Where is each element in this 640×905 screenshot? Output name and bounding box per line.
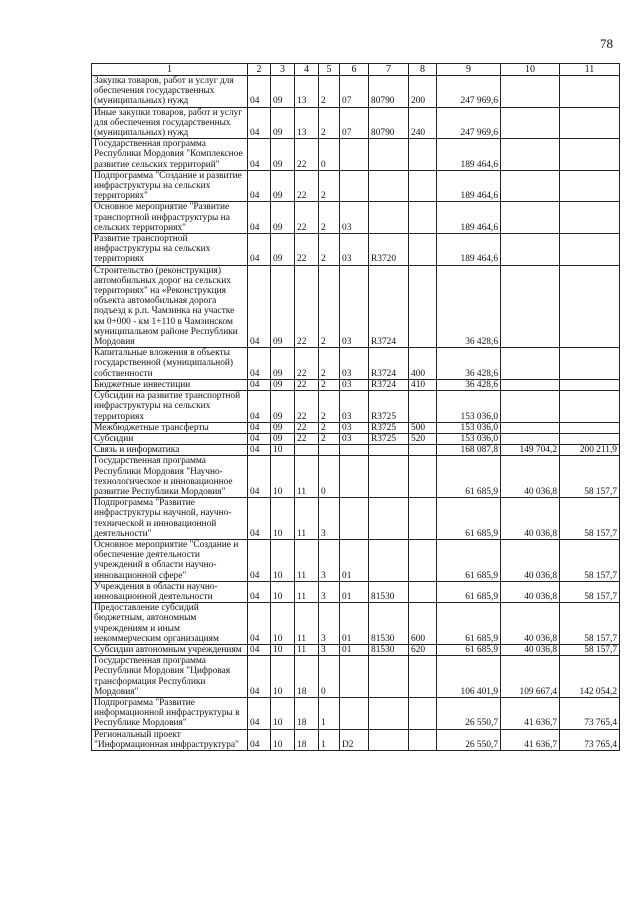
- column-header: 8: [409, 64, 437, 76]
- row-name-cell: Межбюджетные трансферты: [92, 422, 248, 433]
- amount-cell: 61 685,9: [437, 581, 501, 602]
- section-cell: 04: [248, 170, 271, 202]
- row-name-cell: Региональный проект "Информационная инфраструктура": [92, 729, 248, 750]
- amount-cell: 73 765,4: [560, 697, 620, 729]
- section-cell: 04: [248, 234, 271, 266]
- subsection-cell: 09: [271, 433, 295, 444]
- amount-cell: 189 464,6: [437, 170, 501, 202]
- event-cell: 03: [340, 433, 369, 444]
- amount-cell: 40 036,8: [501, 498, 560, 540]
- table-row: [92, 265, 620, 348]
- amount-cell: 61 685,9: [437, 603, 501, 645]
- event-cell: 07: [340, 107, 369, 139]
- amount-cell: [560, 379, 620, 390]
- amount-cell: 58 157,7: [560, 603, 620, 645]
- column-header: 9: [437, 64, 501, 76]
- event-cell: 03: [340, 202, 369, 234]
- row-name-cell: Закупка товаров, работ и услуг для обеспечения государственных (муниципальных) нужд: [92, 76, 248, 108]
- section-cell: 04: [248, 456, 271, 498]
- subprogram-cell: 2: [319, 391, 340, 423]
- row-name-cell: Капитальные вложения в объекты государственной (муниципальной) собственности: [92, 348, 248, 380]
- program-cell: 11: [295, 644, 319, 655]
- table-row: [92, 581, 620, 602]
- table-row: [92, 202, 620, 234]
- row-name-cell: Подпрограмма "Развитие инфраструктуры научной, научно-технической и инновационной деятельности": [92, 498, 248, 540]
- amount-cell: 73 765,4: [560, 729, 620, 750]
- section-cell: 04: [248, 107, 271, 139]
- amount-cell: [560, 265, 620, 348]
- subprogram-cell: [319, 445, 340, 456]
- direction-cell: 81530: [369, 581, 409, 602]
- program-cell: 11: [295, 603, 319, 645]
- amount-cell: 26 550,7: [437, 729, 501, 750]
- program-cell: 11: [295, 456, 319, 498]
- amount-cell: [501, 170, 560, 202]
- subprogram-cell: 2: [319, 433, 340, 444]
- direction-cell: R3725: [369, 391, 409, 423]
- expense-type-cell: 400: [409, 348, 437, 380]
- expense-type-cell: 500: [409, 422, 437, 433]
- section-cell: 04: [248, 656, 271, 698]
- column-header: 7: [369, 64, 409, 76]
- direction-cell: R3724: [369, 265, 409, 348]
- program-cell: 22: [295, 139, 319, 171]
- amount-cell: 61 685,9: [437, 539, 501, 581]
- direction-cell: R3725: [369, 422, 409, 433]
- table-row: [92, 391, 620, 423]
- event-cell: 03: [340, 379, 369, 390]
- subsection-cell: 09: [271, 348, 295, 380]
- table-row: [92, 456, 620, 498]
- amount-cell: 153 036,0: [437, 422, 501, 433]
- program-cell: 13: [295, 76, 319, 108]
- subsection-cell: 10: [271, 445, 295, 456]
- event-cell: [340, 697, 369, 729]
- program-cell: 22: [295, 170, 319, 202]
- table-row: [92, 445, 620, 456]
- column-header: 1: [92, 64, 248, 76]
- row-name-cell: Государственная программа Республики Мордовия "Комплексное развитие сельских территорий": [92, 139, 248, 171]
- amount-cell: 61 685,9: [437, 498, 501, 540]
- amount-cell: 168 087,8: [437, 445, 501, 456]
- amount-cell: 189 464,6: [437, 234, 501, 266]
- amount-cell: [560, 107, 620, 139]
- table-row: [92, 644, 620, 655]
- table-row: [92, 234, 620, 266]
- amount-cell: 189 464,6: [437, 202, 501, 234]
- column-header: 5: [319, 64, 340, 76]
- table-row: [92, 539, 620, 581]
- amount-cell: 58 157,7: [560, 498, 620, 540]
- section-cell: 04: [248, 76, 271, 108]
- table-row: [92, 603, 620, 645]
- page-number: 78: [600, 36, 613, 51]
- program-cell: 22: [295, 202, 319, 234]
- section-cell: 04: [248, 391, 271, 423]
- row-name-cell: Субсидии автономным учреждениям: [92, 644, 248, 655]
- subprogram-cell: 0: [319, 456, 340, 498]
- program-cell: 11: [295, 498, 319, 540]
- amount-cell: [560, 348, 620, 380]
- event-cell: D2: [340, 729, 369, 750]
- amount-cell: [501, 433, 560, 444]
- table-row: [92, 170, 620, 202]
- subsection-cell: 10: [271, 539, 295, 581]
- amount-cell: [501, 422, 560, 433]
- direction-cell: [369, 170, 409, 202]
- direction-cell: 81530: [369, 644, 409, 655]
- amount-cell: 40 036,8: [501, 456, 560, 498]
- row-name-cell: Иные закупки товаров, работ и услуг для обеспечения государственных (муниципальных) нужд: [92, 107, 248, 139]
- table-row: [92, 139, 620, 171]
- program-cell: 22: [295, 379, 319, 390]
- table-row: [92, 656, 620, 698]
- amount-cell: 58 157,7: [560, 581, 620, 602]
- program-cell: 22: [295, 433, 319, 444]
- amount-cell: 189 464,6: [437, 139, 501, 171]
- section-cell: 04: [248, 539, 271, 581]
- subsection-cell: 09: [271, 265, 295, 348]
- amount-cell: 36 428,6: [437, 348, 501, 380]
- budget-table: [91, 63, 620, 751]
- expense-type-cell: [409, 697, 437, 729]
- subprogram-cell: 1: [319, 729, 340, 750]
- subsection-cell: 09: [271, 202, 295, 234]
- direction-cell: [369, 139, 409, 171]
- subsection-cell: 09: [271, 422, 295, 433]
- row-name-cell: Учреждения в области научно-инновационной деятельности: [92, 581, 248, 602]
- section-cell: 04: [248, 433, 271, 444]
- event-cell: 03: [340, 422, 369, 433]
- row-name-cell: Субсидии на развитие транспортной инфраструктуры на сельских территориях: [92, 391, 248, 423]
- subprogram-cell: 0: [319, 656, 340, 698]
- amount-cell: 247 969,6: [437, 76, 501, 108]
- amount-cell: [560, 170, 620, 202]
- subprogram-cell: 3: [319, 581, 340, 602]
- direction-cell: R3724: [369, 379, 409, 390]
- table-row: [92, 76, 620, 108]
- section-cell: 04: [248, 581, 271, 602]
- direction-cell: [369, 729, 409, 750]
- subsection-cell: 09: [271, 234, 295, 266]
- subprogram-cell: 3: [319, 539, 340, 581]
- row-name-cell: Предоставление субсидий бюджетным, автономным учреждениям и иным некоммерческим организациям: [92, 603, 248, 645]
- subprogram-cell: 3: [319, 498, 340, 540]
- amount-cell: 40 036,8: [501, 644, 560, 655]
- expense-type-cell: [409, 445, 437, 456]
- expense-type-cell: [409, 170, 437, 202]
- expense-type-cell: 200: [409, 76, 437, 108]
- event-cell: [340, 456, 369, 498]
- section-cell: 04: [248, 729, 271, 750]
- direction-cell: [369, 456, 409, 498]
- amount-cell: 200 211,9: [560, 445, 620, 456]
- subsection-cell: 10: [271, 498, 295, 540]
- amount-cell: 247 969,6: [437, 107, 501, 139]
- event-cell: 01: [340, 603, 369, 645]
- subprogram-cell: 2: [319, 348, 340, 380]
- direction-cell: [369, 539, 409, 581]
- amount-cell: 41 636,7: [501, 697, 560, 729]
- section-cell: 04: [248, 265, 271, 348]
- event-cell: [340, 445, 369, 456]
- program-cell: 11: [295, 539, 319, 581]
- direction-cell: R3725: [369, 433, 409, 444]
- event-cell: [340, 170, 369, 202]
- amount-cell: [560, 139, 620, 171]
- expense-type-cell: [409, 234, 437, 266]
- amount-cell: 153 036,0: [437, 391, 501, 423]
- table-row: [92, 729, 620, 750]
- amount-cell: [560, 433, 620, 444]
- expense-type-cell: [409, 265, 437, 348]
- amount-cell: 61 685,9: [437, 456, 501, 498]
- row-name-cell: Развитие транспортной инфраструктуры на сельских территориях: [92, 234, 248, 266]
- subsection-cell: 10: [271, 656, 295, 698]
- subprogram-cell: 2: [319, 107, 340, 139]
- section-cell: 04: [248, 202, 271, 234]
- direction-cell: 80790: [369, 107, 409, 139]
- program-cell: 22: [295, 265, 319, 348]
- table-header-row: [92, 64, 620, 76]
- table-body: [92, 76, 620, 751]
- expense-type-cell: [409, 391, 437, 423]
- section-cell: 04: [248, 139, 271, 171]
- row-name-cell: Субсидии: [92, 433, 248, 444]
- program-cell: 22: [295, 348, 319, 380]
- amount-cell: 142 054,2: [560, 656, 620, 698]
- amount-cell: 36 428,6: [437, 265, 501, 348]
- section-cell: 04: [248, 644, 271, 655]
- subprogram-cell: 2: [319, 422, 340, 433]
- section-cell: 04: [248, 445, 271, 456]
- program-cell: 22: [295, 391, 319, 423]
- row-name-cell: Бюджетные инвестиции: [92, 379, 248, 390]
- table-row: [92, 697, 620, 729]
- event-cell: 01: [340, 539, 369, 581]
- subsection-cell: 09: [271, 391, 295, 423]
- amount-cell: 58 157,7: [560, 539, 620, 581]
- program-cell: 22: [295, 422, 319, 433]
- direction-cell: [369, 202, 409, 234]
- section-cell: 04: [248, 379, 271, 390]
- subsection-cell: 09: [271, 76, 295, 108]
- program-cell: 18: [295, 729, 319, 750]
- event-cell: [340, 139, 369, 171]
- row-name-cell: Государственная программа Республики Мордовия "Цифровая трансформация Республики Мордовия": [92, 656, 248, 698]
- subsection-cell: 09: [271, 139, 295, 171]
- direction-cell: 81530: [369, 603, 409, 645]
- table-row: [92, 433, 620, 444]
- expense-type-cell: [409, 456, 437, 498]
- direction-cell: [369, 445, 409, 456]
- amount-cell: 149 704,2: [501, 445, 560, 456]
- amount-cell: 26 550,7: [437, 697, 501, 729]
- expense-type-cell: 410: [409, 379, 437, 390]
- expense-type-cell: 240: [409, 107, 437, 139]
- event-cell: 03: [340, 391, 369, 423]
- subprogram-cell: 2: [319, 76, 340, 108]
- direction-cell: [369, 697, 409, 729]
- direction-cell: [369, 498, 409, 540]
- expense-type-cell: [409, 498, 437, 540]
- direction-cell: R3724: [369, 348, 409, 380]
- subsection-cell: 10: [271, 603, 295, 645]
- row-name-cell: Государственная программа Республики Мордовия "Научно-технологическое и инновационное развитие Республики Мордовия": [92, 456, 248, 498]
- amount-cell: [501, 391, 560, 423]
- amount-cell: 106 401,9: [437, 656, 501, 698]
- program-cell: [295, 445, 319, 456]
- subprogram-cell: 2: [319, 170, 340, 202]
- event-cell: 01: [340, 644, 369, 655]
- subprogram-cell: 1: [319, 697, 340, 729]
- program-cell: 11: [295, 581, 319, 602]
- amount-cell: 40 036,8: [501, 603, 560, 645]
- amount-cell: [501, 234, 560, 266]
- column-header: 3: [271, 64, 295, 76]
- amount-cell: 40 036,8: [501, 539, 560, 581]
- section-cell: 04: [248, 498, 271, 540]
- expense-type-cell: 600: [409, 603, 437, 645]
- column-header: 6: [340, 64, 369, 76]
- amount-cell: 58 157,7: [560, 644, 620, 655]
- section-cell: 04: [248, 697, 271, 729]
- column-header: 2: [248, 64, 271, 76]
- program-cell: 18: [295, 656, 319, 698]
- row-name-cell: Основное мероприятие "Создание и обеспечение деятельности учреждений в области научно-инновационной сфере": [92, 539, 248, 581]
- expense-type-cell: [409, 656, 437, 698]
- amount-cell: 109 667,4: [501, 656, 560, 698]
- event-cell: 03: [340, 234, 369, 266]
- program-cell: 18: [295, 697, 319, 729]
- amount-cell: 58 157,7: [560, 456, 620, 498]
- row-name-cell: Основное мероприятие "Развитие транспортной инфраструктуры на сельских территориях": [92, 202, 248, 234]
- program-cell: 22: [295, 234, 319, 266]
- row-name-cell: Связь и информатика: [92, 445, 248, 456]
- expense-type-cell: [409, 202, 437, 234]
- amount-cell: [501, 379, 560, 390]
- amount-cell: 40 036,8: [501, 581, 560, 602]
- subprogram-cell: 2: [319, 234, 340, 266]
- amount-cell: [501, 202, 560, 234]
- subprogram-cell: 2: [319, 379, 340, 390]
- expense-type-cell: 520: [409, 433, 437, 444]
- expense-type-cell: [409, 539, 437, 581]
- column-header: 10: [501, 64, 560, 76]
- amount-cell: [560, 391, 620, 423]
- amount-cell: [501, 139, 560, 171]
- subprogram-cell: 2: [319, 202, 340, 234]
- subprogram-cell: 0: [319, 139, 340, 171]
- amount-cell: 61 685,9: [437, 644, 501, 655]
- amount-cell: [560, 202, 620, 234]
- subprogram-cell: 3: [319, 644, 340, 655]
- event-cell: 03: [340, 265, 369, 348]
- table-row: [92, 348, 620, 380]
- amount-cell: [560, 234, 620, 266]
- subsection-cell: 09: [271, 170, 295, 202]
- amount-cell: [560, 422, 620, 433]
- amount-cell: 153 036,0: [437, 433, 501, 444]
- expense-type-cell: [409, 581, 437, 602]
- direction-cell: 80790: [369, 76, 409, 108]
- amount-cell: 41 636,7: [501, 729, 560, 750]
- amount-cell: [560, 76, 620, 108]
- column-header: 4: [295, 64, 319, 76]
- section-cell: 04: [248, 422, 271, 433]
- table-row: [92, 107, 620, 139]
- amount-cell: 36 428,6: [437, 379, 501, 390]
- subprogram-cell: 2: [319, 265, 340, 348]
- event-cell: [340, 498, 369, 540]
- event-cell: 03: [340, 348, 369, 380]
- subsection-cell: 10: [271, 456, 295, 498]
- amount-cell: [501, 265, 560, 348]
- expense-type-cell: [409, 139, 437, 171]
- table-row: [92, 498, 620, 540]
- subsection-cell: 10: [271, 697, 295, 729]
- column-header: 11: [560, 64, 620, 76]
- expense-type-cell: [409, 729, 437, 750]
- subsection-cell: 10: [271, 644, 295, 655]
- table-row: [92, 379, 620, 390]
- subsection-cell: 09: [271, 379, 295, 390]
- event-cell: 01: [340, 581, 369, 602]
- subsection-cell: 09: [271, 107, 295, 139]
- row-name-cell: Подпрограмма "Развитие информационной инфраструктуры в Республике Мордовия": [92, 697, 248, 729]
- expense-type-cell: 620: [409, 644, 437, 655]
- subprogram-cell: 3: [319, 603, 340, 645]
- subsection-cell: 10: [271, 581, 295, 602]
- program-cell: 13: [295, 107, 319, 139]
- section-cell: 04: [248, 603, 271, 645]
- event-cell: [340, 656, 369, 698]
- direction-cell: R3720: [369, 234, 409, 266]
- amount-cell: [501, 107, 560, 139]
- row-name-cell: Строительство (реконструкция) автомобильных дорог на сельских территориях" на «Реконструкция объекта автомобильная дорога подъезд к р.п. Чамзинка на участке км 0+000 - км 1+110 в Чамзинском муниципальном районе Республики Мордовия: [92, 265, 248, 348]
- section-cell: 04: [248, 348, 271, 380]
- direction-cell: [369, 656, 409, 698]
- table-row: [92, 422, 620, 433]
- event-cell: 07: [340, 76, 369, 108]
- amount-cell: [501, 348, 560, 380]
- amount-cell: [501, 76, 560, 108]
- subsection-cell: 10: [271, 729, 295, 750]
- row-name-cell: Подпрограмма "Создание и развитие инфраструктуры на сельских территориях": [92, 170, 248, 202]
